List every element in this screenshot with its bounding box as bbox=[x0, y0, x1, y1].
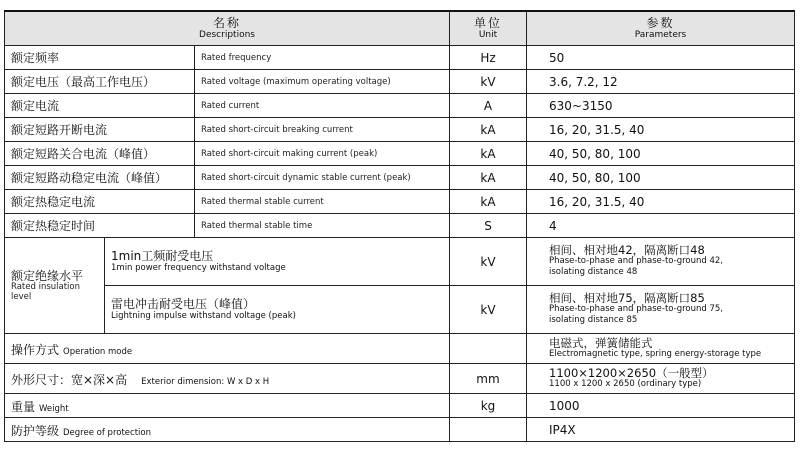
weight-unit: kg bbox=[450, 394, 527, 418]
row-desc-en: Rated voltage (maximum operating voltage) bbox=[195, 70, 450, 94]
sub2-en: Lightning impulse withstand voltage (peak) bbox=[111, 311, 296, 321]
table-row bbox=[5, 70, 795, 94]
sub1-value-cn: 相间、相对地42，隔离断口48 bbox=[549, 243, 705, 257]
operation-cn: 操作方式 bbox=[11, 343, 60, 357]
sub1-unit: kV bbox=[450, 238, 527, 286]
insulation-level-label bbox=[5, 238, 105, 334]
operation-value-cn: 电磁式，弹簧储能式 bbox=[549, 335, 653, 350]
table-row bbox=[5, 166, 795, 190]
row-desc-cn: 额定短路动稳定电流（峰值） bbox=[5, 166, 195, 190]
header-parameters bbox=[527, 11, 795, 46]
dimension-cn: 外形尺寸：宽×深×高 bbox=[11, 373, 128, 387]
sub1-cn: 1min工频耐受电压 bbox=[111, 249, 214, 263]
sub2-value bbox=[527, 286, 795, 334]
row-value: 630~3150 bbox=[527, 94, 795, 118]
sub2-value-en2: isolating distance 85 bbox=[549, 315, 638, 325]
sub2-value-cn: 相间、相对地75，隔离断口85 bbox=[549, 291, 705, 305]
dimension-desc bbox=[5, 364, 450, 394]
sub1-value-en1: Phase-to-phase and phase-to-ground 42, bbox=[549, 256, 724, 266]
row-desc-en: Rated frequency bbox=[195, 46, 450, 70]
dimension-value bbox=[527, 364, 795, 394]
protection-value: IP4X bbox=[527, 418, 795, 442]
row-unit: S bbox=[450, 214, 527, 238]
row-desc-en: Rated thermal stable time bbox=[195, 214, 450, 238]
insulation-en: Rated insulation level bbox=[11, 281, 81, 302]
table-row bbox=[5, 190, 795, 214]
row-value: 16, 20, 31.5, 40 bbox=[527, 190, 795, 214]
operation-value bbox=[527, 334, 795, 364]
row-desc-en: Rated short-circuit dynamic stable current (peak) bbox=[195, 166, 450, 190]
protection-row bbox=[5, 418, 795, 442]
table-row bbox=[5, 118, 795, 142]
row-unit: kV bbox=[450, 70, 527, 94]
row-desc-cn: 额定热稳定电流 bbox=[5, 190, 195, 214]
protection-desc bbox=[5, 418, 450, 442]
table-row bbox=[5, 94, 795, 118]
header-param-en: Parameters bbox=[634, 30, 687, 40]
dimension-unit: mm bbox=[450, 364, 527, 394]
table-row bbox=[5, 46, 795, 70]
dimension-row bbox=[5, 364, 795, 394]
row-unit: kA bbox=[450, 166, 527, 190]
row-unit: kA bbox=[450, 142, 527, 166]
row-value: 50 bbox=[527, 46, 795, 70]
row-desc-cn: 额定短路关合电流（峰值） bbox=[5, 142, 195, 166]
row-unit: kA bbox=[450, 118, 527, 142]
dimension-value-cn: 1100×1200×2650（一般型） bbox=[549, 365, 714, 380]
table-row bbox=[5, 214, 795, 238]
row-desc-cn: 额定短路开断电流 bbox=[5, 118, 195, 142]
row-unit: Hz bbox=[450, 46, 527, 70]
row-desc-cn: 额定频率 bbox=[5, 46, 195, 70]
weight-desc bbox=[5, 394, 450, 418]
row-value: 16, 20, 31.5, 40 bbox=[527, 118, 795, 142]
header-unit-cn: 单位 bbox=[473, 16, 502, 30]
weight-en: Weight bbox=[39, 404, 69, 414]
row-desc-en: Rated current bbox=[195, 94, 450, 118]
insulation-sub2-desc bbox=[105, 286, 450, 334]
sub2-cn: 雷电冲击耐受电压（峰值） bbox=[111, 297, 256, 311]
insulation-cn: 额定绝缘水平 bbox=[11, 268, 84, 283]
spec-table-container bbox=[4, 10, 794, 442]
row-desc-en: Rated thermal stable current bbox=[195, 190, 450, 214]
spec-table bbox=[4, 10, 795, 442]
sub1-en: 1min power frequency withstand voltage bbox=[111, 263, 286, 273]
protection-unit bbox=[450, 418, 527, 442]
operation-desc bbox=[5, 334, 450, 364]
row-value: 4 bbox=[527, 214, 795, 238]
header-row bbox=[5, 11, 795, 46]
row-desc-en: Rated short-circuit breaking current bbox=[195, 118, 450, 142]
table-row bbox=[5, 142, 795, 166]
row-desc-cn: 额定电压（最高工作电压） bbox=[5, 70, 195, 94]
insulation-sub1-desc bbox=[105, 238, 450, 286]
row-value: 40, 50, 80, 100 bbox=[527, 142, 795, 166]
operation-en: Operation mode bbox=[63, 347, 133, 357]
sub2-unit: kV bbox=[450, 286, 527, 334]
header-unit bbox=[450, 11, 527, 46]
insulation-row-2 bbox=[5, 286, 795, 334]
dimension-value-en: 1100 x 1200 x 2650 (ordinary type) bbox=[549, 378, 702, 389]
row-unit: A bbox=[450, 94, 527, 118]
header-unit-en: Unit bbox=[478, 30, 498, 40]
row-unit: kA bbox=[450, 190, 527, 214]
insulation-row-1 bbox=[5, 238, 795, 286]
operation-value-en: Electromagnetic type, spring energy-storage type bbox=[549, 348, 762, 359]
header-desc-cn: 名称 bbox=[212, 16, 241, 30]
sub1-value-en2: isolating distance 48 bbox=[549, 267, 638, 277]
dimension-en: Exterior dimension: W x D x H bbox=[141, 377, 270, 387]
weight-cn: 重量 bbox=[11, 400, 36, 414]
row-desc-cn: 额定电流 bbox=[5, 94, 195, 118]
header-desc-en: Descriptions bbox=[199, 30, 255, 40]
header-descriptions bbox=[5, 11, 450, 46]
protection-en: Degree of protection bbox=[63, 428, 151, 438]
sub1-value bbox=[527, 238, 795, 286]
sub2-value-en1: Phase-to-phase and phase-to-ground 75, bbox=[549, 304, 724, 314]
weight-value: 1000 bbox=[527, 394, 795, 418]
header-param-cn: 参数 bbox=[646, 16, 675, 30]
row-desc-cn: 额定热稳定时间 bbox=[5, 214, 195, 238]
weight-row bbox=[5, 394, 795, 418]
row-value: 3.6, 7.2, 12 bbox=[527, 70, 795, 94]
row-desc-en: Rated short-circuit making current (peak) bbox=[195, 142, 450, 166]
row-value: 40, 50, 80, 100 bbox=[527, 166, 795, 190]
operation-row bbox=[5, 334, 795, 364]
operation-unit bbox=[450, 334, 527, 364]
protection-cn: 防护等级 bbox=[11, 424, 60, 438]
